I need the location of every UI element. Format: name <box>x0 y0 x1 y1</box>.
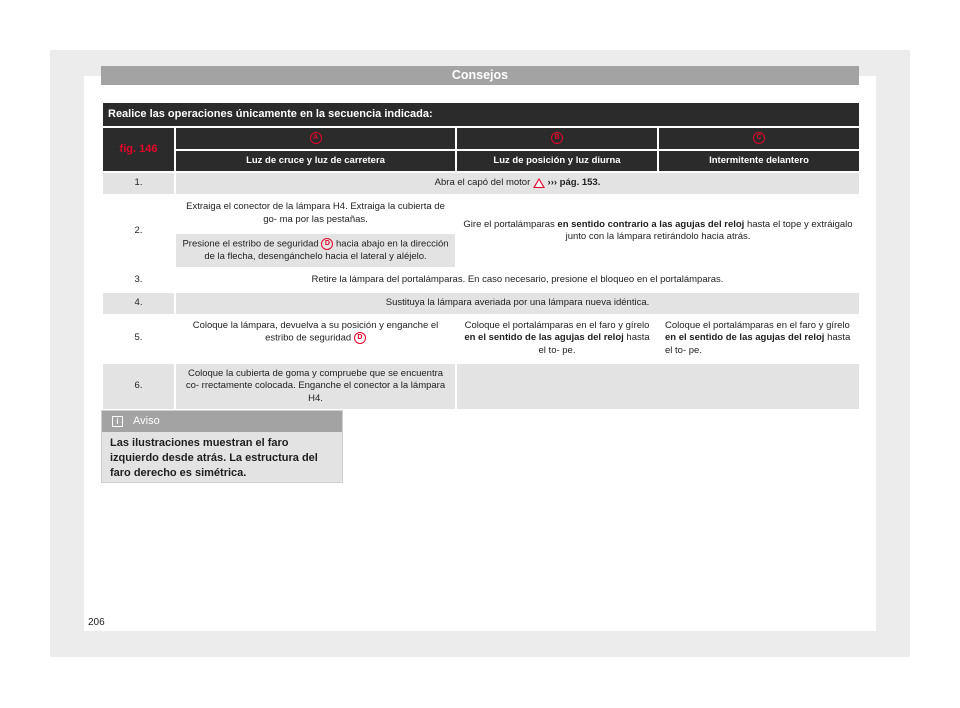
step-5-c-text: Coloque el portalámparas en el faro y gírelo en el sentido de las agujas del reloj hasta el to- pe. <box>658 315 860 363</box>
step-3-text: Retire la lámpara del portalámparas. En caso necesario, presione el bloqueo en el portalámparas. <box>175 268 860 292</box>
marker-d: D <box>354 332 366 344</box>
step-number: 4. <box>102 292 175 315</box>
step-4-text: Sustituya la lámpara averiada por una lámpara nueva idéntica. <box>175 292 860 315</box>
table-row <box>102 363 860 411</box>
step-number: 2. <box>102 195 175 269</box>
step-5-b-text: Coloque el portalámparas en el faro y gírelo en el sentido de las agujas del reloj hasta el to- pe. <box>456 315 658 363</box>
page-number: 206 <box>88 617 105 628</box>
marker-d: D <box>321 238 333 250</box>
step-2-a-part1: Extraiga el conector de la lámpara H4. Extraiga la cubierta de go- ma por las pestañas. <box>175 195 456 233</box>
page-link[interactable]: ››› pág. 153. <box>547 177 601 189</box>
table-row <box>102 315 860 363</box>
column-c-marker: C <box>658 127 860 150</box>
notice-box <box>101 410 343 483</box>
section-header: Consejos <box>101 66 859 85</box>
info-icon: i <box>112 416 123 427</box>
table-row <box>102 195 860 233</box>
table-row <box>102 268 860 292</box>
step-6-empty <box>456 363 860 411</box>
column-header-row <box>102 150 860 173</box>
table-row <box>102 172 860 195</box>
column-letter-row <box>102 127 860 150</box>
step-2-a-part2: Presione el estribo de seguridad D hacia abajo en la dirección de la flecha, desengánchelo hacia el lateral y aléjelo. <box>175 233 456 269</box>
table-intro: Realice las operaciones únicamente en la secuencia indicada: <box>102 102 860 127</box>
notice-header <box>102 411 342 432</box>
figure-reference[interactable]: fig. 146 <box>102 127 175 173</box>
column-c-header: Intermitente delantero <box>658 150 860 173</box>
step-5-a-text: Coloque la lámpara, devuelva a su posición y enganche el estribo de seguridad D <box>175 315 456 363</box>
warning-icon <box>533 178 545 188</box>
step-number: 6. <box>102 363 175 411</box>
column-b-header: Luz de posición y luz diurna <box>456 150 658 173</box>
step-number: 1. <box>102 172 175 195</box>
step-number: 5. <box>102 315 175 363</box>
step-number: 3. <box>102 268 175 292</box>
step-1-text: Abra el capó del motor ››› pág. 153. <box>175 172 860 195</box>
notice-title: Aviso <box>133 415 160 427</box>
column-a-header: Luz de cruce y luz de carretera <box>175 150 456 173</box>
table-row <box>102 292 860 315</box>
notice-text: Las ilustraciones muestran el faro izquierdo desde atrás. La estructura del faro derecho es simétrica. <box>110 437 318 479</box>
instructions-table <box>101 101 861 411</box>
step-2-bc-text: Gire el portalámparas en sentido contrario a las agujas del reloj hasta el tope y extráigalo junto con la lámpara retirándolo hacia atrás. <box>456 195 860 269</box>
intro-row <box>102 102 860 127</box>
column-a-marker: A <box>175 127 456 150</box>
column-b-marker: B <box>456 127 658 150</box>
step-6-a-text: Coloque la cubierta de goma y compruebe que se encuentra co- rrectamente colocada. Enganche el conector a la lámpara H4. <box>175 363 456 411</box>
